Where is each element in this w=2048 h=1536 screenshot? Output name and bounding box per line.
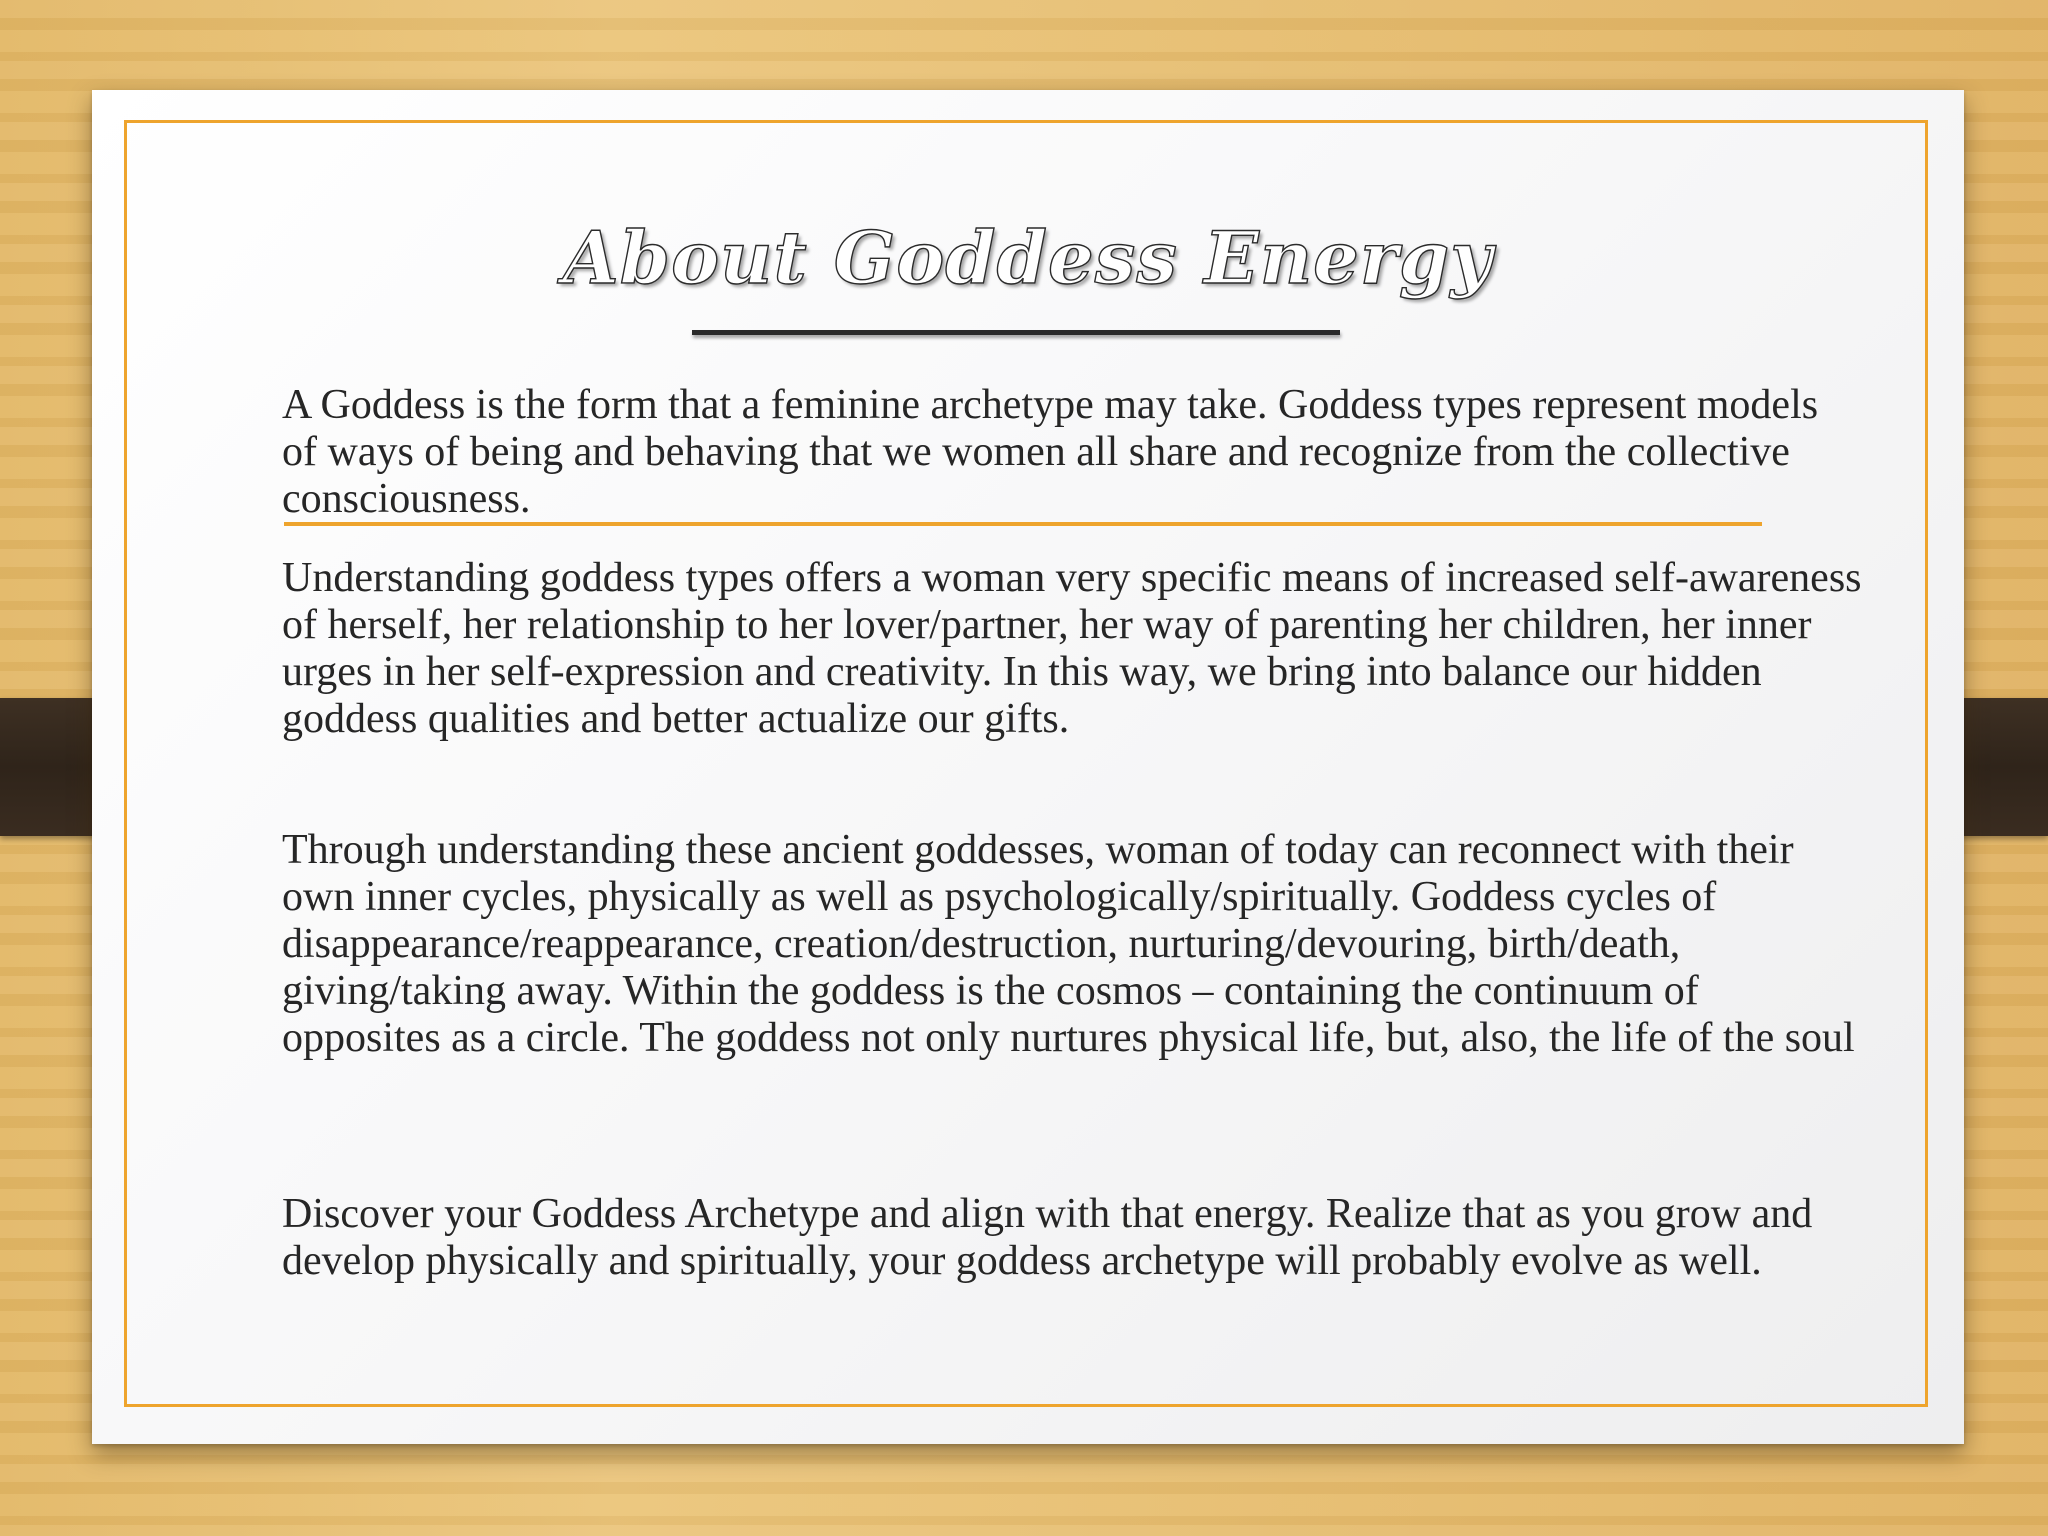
paragraph-ancient-goddesses: Through understanding these ancient goddesses, woman of today can reconnect with their own inner cycles, physically as well as psychologically/spiritually. Goddess cycles of disappearance/reappearance, creation/destruction, nurturing/devouring, birth/death, giving/taking away. Within the goddess is the cosmos – containing the continuum of opposites as a circle. The goddess not only nurtures physical life, but, also, the life of the soul <box>282 827 1855 1061</box>
slide-card <box>92 90 1964 1444</box>
paragraph-discover-archetype: Discover your Goddess Archetype and align with that energy. Realize that as you grow and develop physically and spiritually, your goddess archetype will probably evolve as well. <box>282 1191 1813 1284</box>
paragraph-understanding-types: Understanding goddess types offers a woman very specific means of increased self-awareness of herself, her relationship to her lover/partner, her way of parenting her children, her inner urges in her self-expression and creativity. In this way, we bring into balance our hidden goddess qualities and better actualize our gifts. <box>282 555 1862 742</box>
slide-title: About Goddess Energy <box>562 215 1494 300</box>
paragraph-goddess-definition: A Goddess is the form that a feminine archetype may take. Goddess types represent models of ways of being and behaving that we women all share and recognize from the collective consciousness. <box>282 382 1819 522</box>
section-divider <box>284 522 1762 526</box>
title-underline <box>692 330 1340 335</box>
